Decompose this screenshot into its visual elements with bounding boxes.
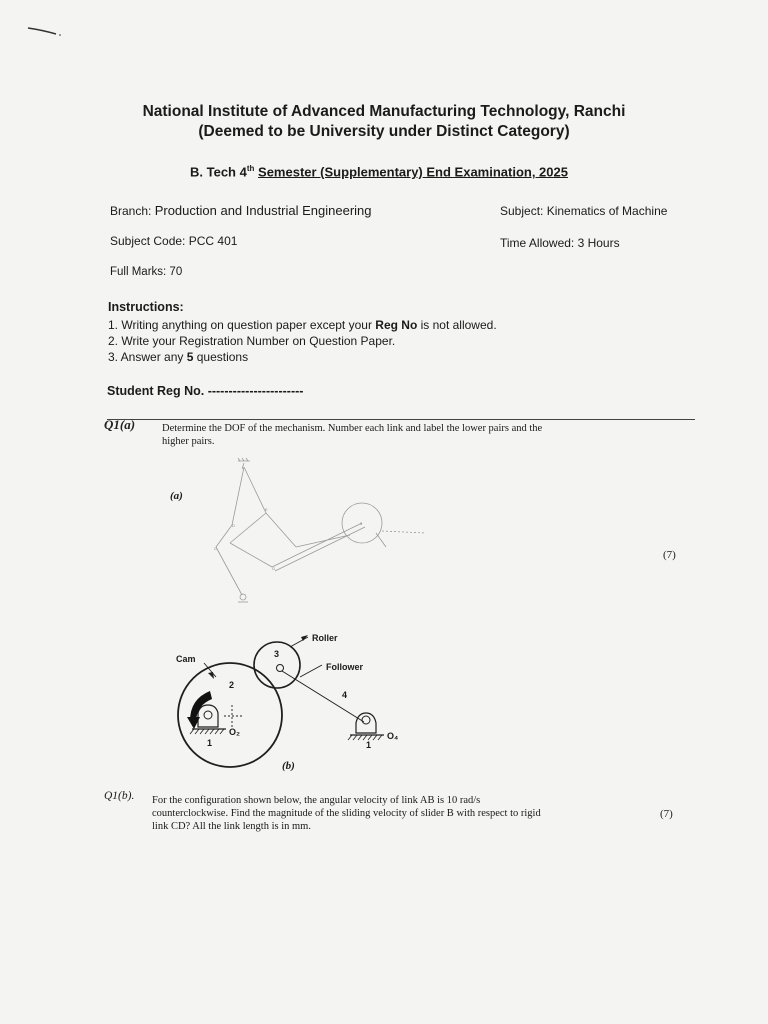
fig-b-handwritten-label: (b) (282, 760, 295, 772)
question-divider (107, 419, 695, 420)
svg-text:D: D (232, 523, 235, 528)
q1a-text-line1: Determine the DOF of the mechanism. Number each link and label the lower pairs and the (162, 423, 543, 434)
scan-mark (26, 24, 66, 40)
student-reg-line: Student Reg No. ----------------------- (107, 384, 304, 398)
time-allowed: Time Allowed: 3 Hours (500, 236, 620, 250)
full-marks: Full Marks: 70 (110, 266, 183, 278)
institute-name: National Institute of Advanced Manufacturing Technology, Ranchi (142, 103, 626, 120)
subject-code: Subject Code: PCC 401 (110, 234, 238, 248)
svg-text:C: C (214, 546, 217, 551)
instruction-1: 1. Writing anything on question paper except your Reg No is not allowed. (108, 318, 497, 332)
link-3-label: 3 (274, 649, 280, 659)
subject: Subject: Kinematics of Machine (500, 204, 668, 218)
svg-text:E: E (265, 507, 268, 512)
instruction-2: 2. Write your Registration Number on Question Paper. (108, 334, 396, 348)
cam-follower-figure (170, 625, 430, 785)
instructions-heading: Instructions: (108, 300, 184, 314)
o4-label: O₄ (387, 731, 399, 741)
q1b-marks: (7) (660, 808, 673, 820)
o2-label: O₂ (229, 727, 240, 737)
q1b-text-line3: link CD? All the link length is in mm. (152, 821, 311, 832)
q1a-marks: (7) (663, 549, 676, 561)
link-2-label: 2 (229, 680, 235, 690)
linkage-mechanism-figure (200, 455, 440, 605)
q1b-label: Q1(b). (104, 790, 135, 802)
branch: Branch: Production and Industrial Engineering (110, 203, 372, 218)
q1b-text-line1: For the configuration shown below, the angular velocity of link AB is 10 rad/s (152, 795, 481, 806)
q1a-handwritten-label: Q1(a) (104, 417, 136, 432)
deemed-status: (Deemed to be University under Distinct Category) (198, 123, 570, 140)
fig-a-handwritten-label: (a) (170, 490, 183, 502)
link-4-label: 4 (342, 690, 348, 700)
q1b-text-line2: counterclockwise. Find the magnitude of the sliding velocity of slider B with respect to rigid (152, 808, 541, 819)
cam-label: Cam (176, 654, 196, 664)
instruction-3: 3. Answer any 5 questions (108, 350, 249, 364)
svg-text:G: G (272, 566, 276, 571)
follower-label: Follower (326, 662, 364, 672)
svg-text:3: 3 (360, 521, 363, 526)
roller-label: Roller (312, 633, 338, 643)
ground-2-label: 1 (366, 740, 372, 750)
q1a-text-line2: higher pairs. (162, 436, 215, 447)
rotation-arrow-icon (190, 691, 212, 721)
ground-1-label: 1 (207, 738, 213, 748)
exam-title: B. Tech 4th Semester (Supplementary) End Examination, 2025 (190, 164, 568, 180)
